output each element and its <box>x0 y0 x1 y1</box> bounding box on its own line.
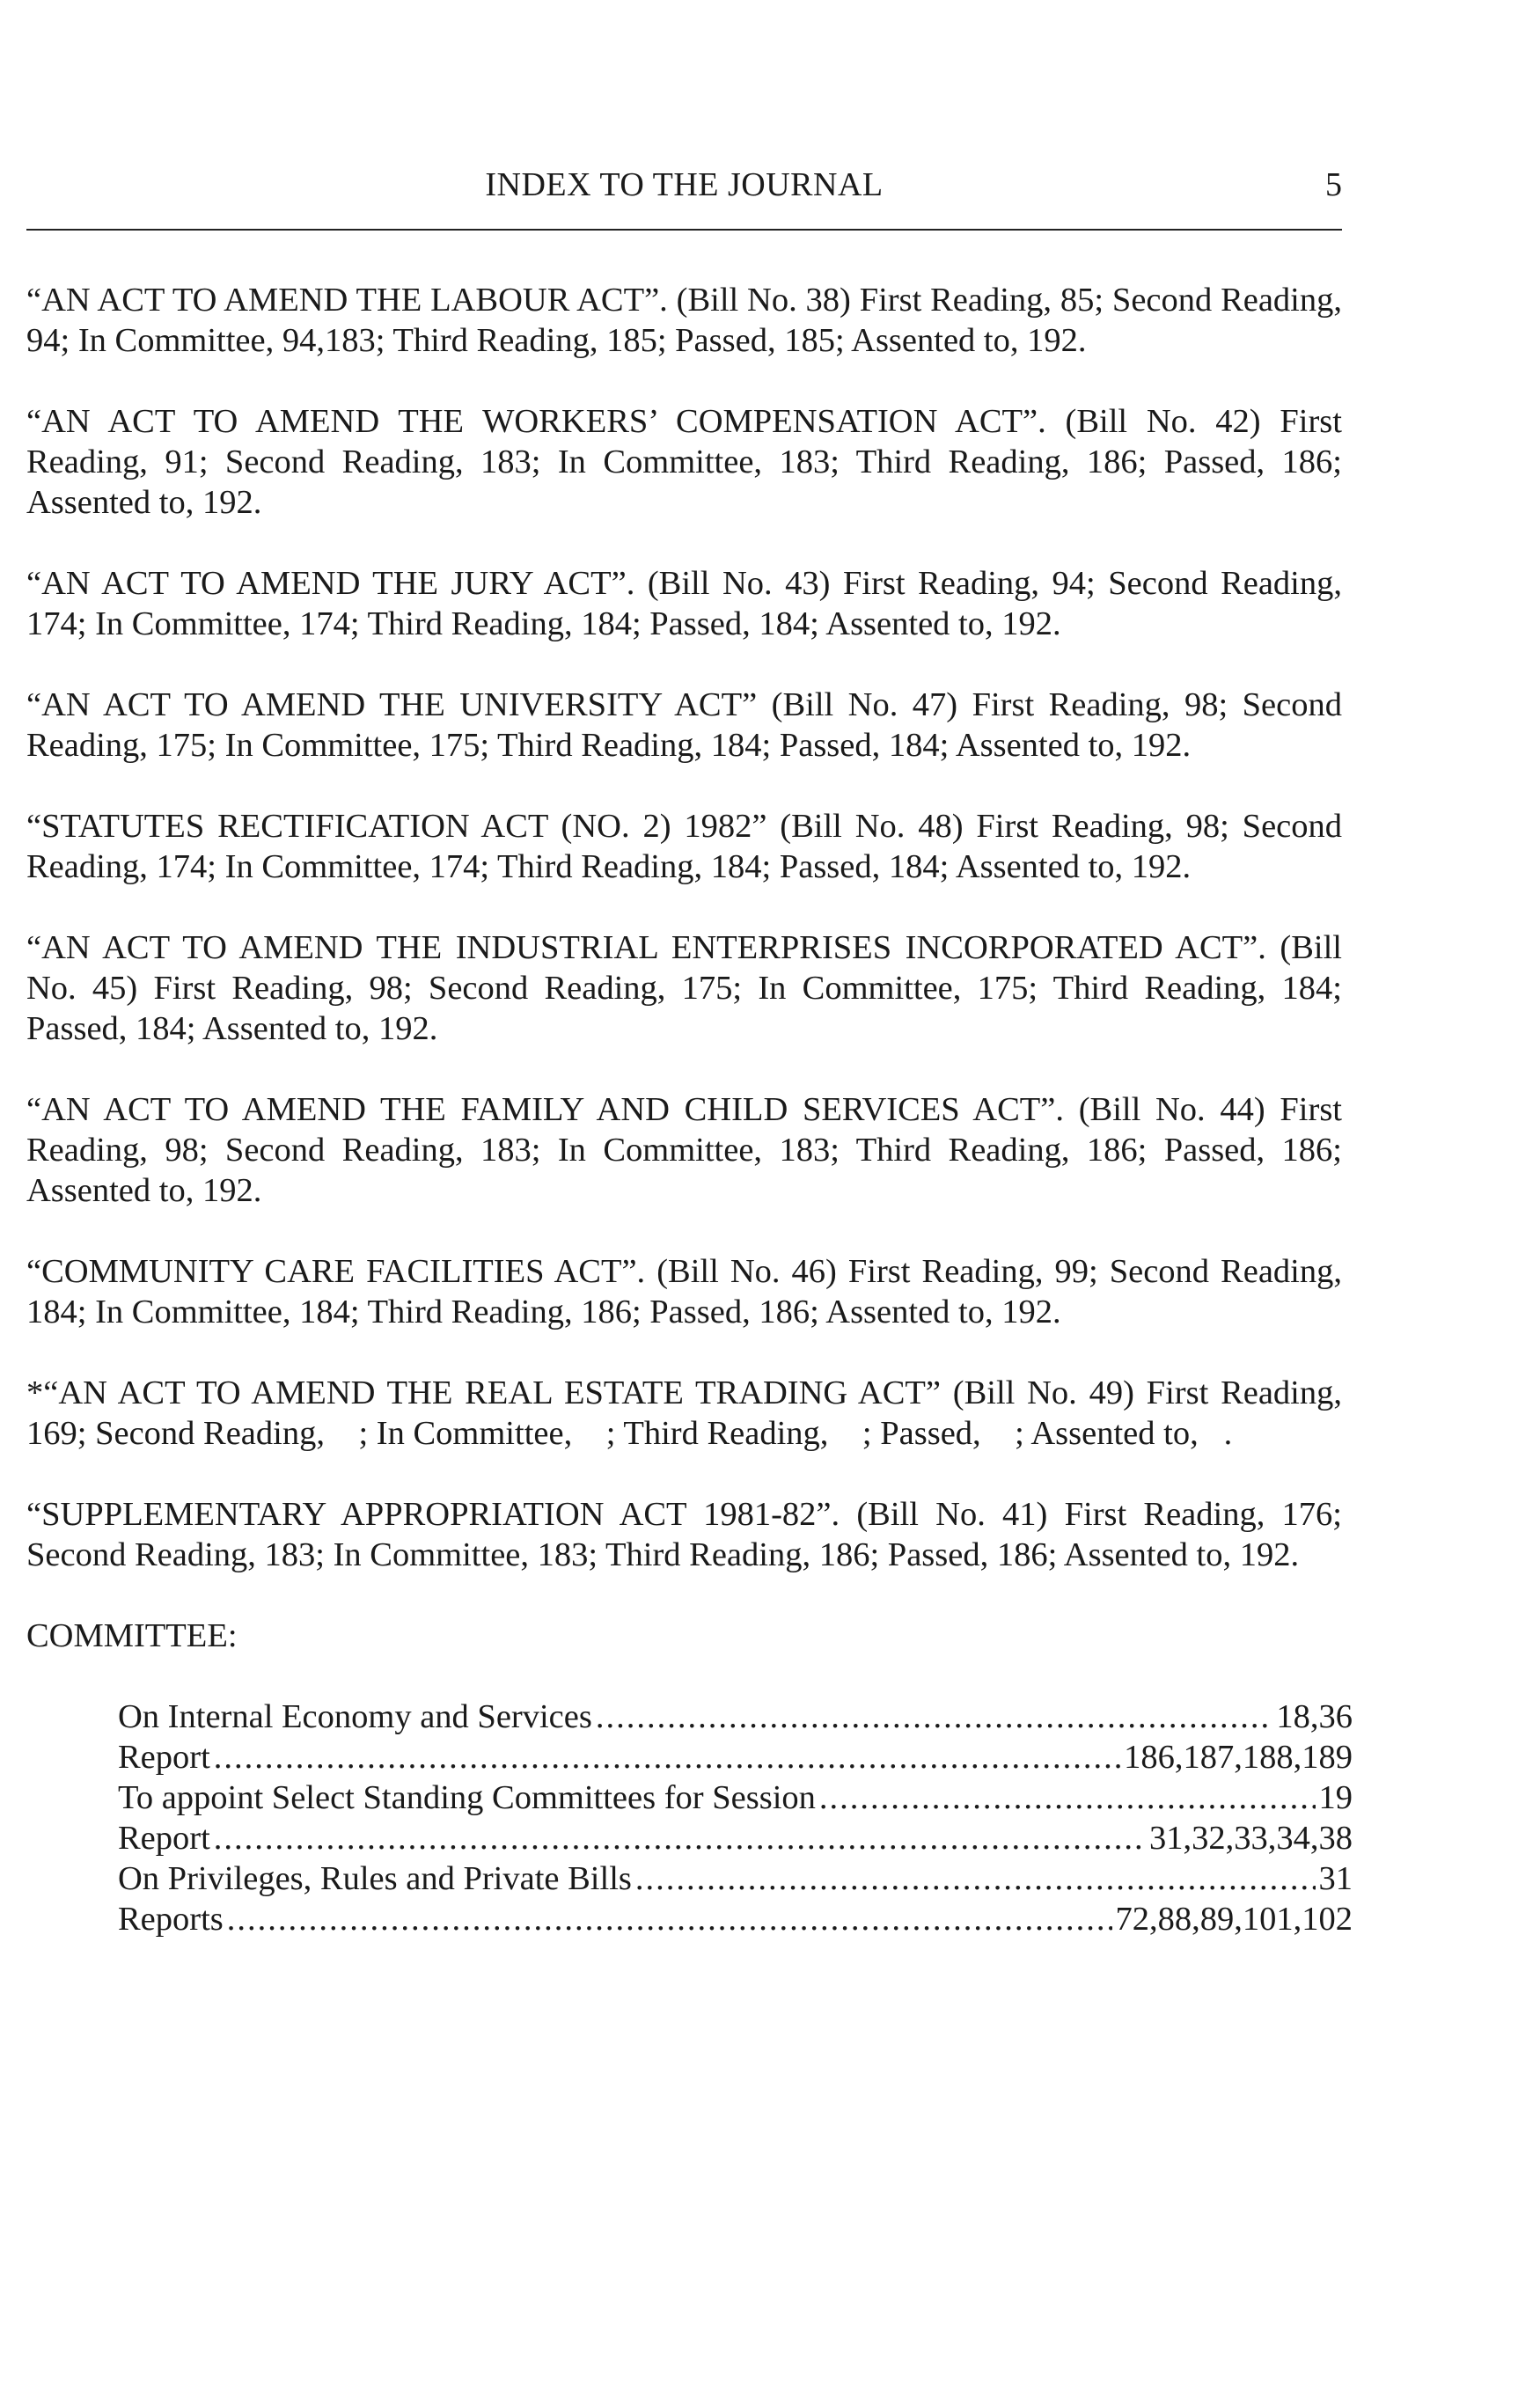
dot-leader <box>227 1899 1112 1939</box>
committee-list <box>118 1697 1353 1939</box>
committee-heading: COMMITTEE: <box>26 1617 238 1654</box>
committee-line-label: On Internal Economy and Services <box>118 1698 592 1735</box>
index-entry: “STATUTES RECTIFICATION ACT (NO. 2) 1982” (Bill No. 48) First Reading, 98; Second Reading, 174; In Committee, 174; Third Reading, 184; Passed, 184; Assented to, 192. <box>26 808 1342 885</box>
committee-line-label: To appoint Select Standing Committees for Session <box>118 1779 816 1816</box>
index-entry: “AN ACT TO AMEND THE FAMILY AND CHILD SERVICES ACT”. (Bill No. 44) First Reading, 98; Second Reading, 183; In Committee, 183; Third Reading, 186; Passed, 186; Assented to, 192. <box>26 1091 1342 1209</box>
committee-line-label: Report <box>118 1820 210 1857</box>
index-entry: “COMMUNITY CARE FACILITIES ACT”. (Bill No. 46) First Reading, 99; Second Reading, 184; In Committee, 184; Third Reading, 186; Passed, 186; Assented to, 192. <box>26 1253 1342 1330</box>
dot-leader <box>214 1737 1120 1777</box>
index-entry: “AN ACT TO AMEND THE WORKERS’ COMPENSATION ACT”. (Bill No. 42) First Reading, 91; Second Reading, 183; In Committee, 183; Third Reading, 186; Passed, 186; Assented to, 192. <box>26 403 1342 521</box>
committee-line-pages: 19 <box>1318 1779 1353 1816</box>
committee-line-pages: 72,88,89,101,102 <box>1115 1901 1353 1938</box>
header-rule <box>26 229 1342 231</box>
committee-line <box>118 1899 1353 1939</box>
index-entry: *“AN ACT TO AMEND THE REAL ESTATE TRADING ACT” (Bill No. 49) First Reading, 169; Second Reading, ; In Committee, ; Third Reading, ; Passed, ; Assented to, . <box>26 1374 1342 1452</box>
dot-leader <box>214 1818 1146 1858</box>
committee-line <box>118 1737 1353 1777</box>
committee-line <box>118 1818 1353 1858</box>
committee-line-pages: 31 <box>1318 1860 1353 1897</box>
running-head <box>26 165 1342 215</box>
committee-line-pages: 18,36 <box>1276 1698 1353 1735</box>
dot-leader <box>819 1777 1316 1818</box>
committee-line <box>118 1858 1353 1899</box>
committee-line <box>118 1697 1353 1737</box>
page-number: 5 <box>1325 166 1342 203</box>
committee-line-label: Report <box>118 1739 210 1776</box>
committee-line-pages: 186,187,188,189 <box>1124 1739 1353 1776</box>
index-entry: “AN ACT TO AMEND THE LABOUR ACT”. (Bill No. 38) First Reading, 85; Second Reading, 94; In Committee, 94,183; Third Reading, 185; Passed, 185; Assented to, 192. <box>26 282 1342 359</box>
index-entry: “AN ACT TO AMEND THE JURY ACT”. (Bill No. 43) First Reading, 94; Second Reading, 174; In Committee, 174; Third Reading, 184; Passed, 184; Assented to, 192. <box>26 565 1342 642</box>
committee-line-pages: 31,32,33,34,38 <box>1149 1820 1353 1857</box>
index-entry: “SUPPLEMENTARY APPROPRIATION ACT 1981-82”. (Bill No. 41) First Reading, 176; Second Reading, 183; In Committee, 183; Third Reading, 186; Passed, 186; Assented to, 192. <box>26 1496 1342 1573</box>
committee-line <box>118 1777 1353 1818</box>
index-entry: “AN ACT TO AMEND THE UNIVERSITY ACT” (Bill No. 47) First Reading, 98; Second Reading, 175; In Committee, 175; Third Reading, 184; Passed, 184; Assented to, 192. <box>26 686 1342 764</box>
index-entries <box>26 280 1353 1939</box>
dot-leader <box>596 1697 1273 1737</box>
index-entry: “AN ACT TO AMEND THE INDUSTRIAL ENTERPRISES INCORPORATED ACT”. (Bill No. 45) First Reading, 98; Second Reading, 175; In Committee, 175; Third Reading, 184; Passed, 184; Assented to, 192. <box>26 929 1342 1047</box>
committee-line-label: On Privileges, Rules and Private Bills <box>118 1860 632 1897</box>
dot-leader <box>635 1858 1316 1899</box>
committee-line-label: Reports <box>118 1901 224 1938</box>
running-title: INDEX TO THE JOURNAL <box>485 166 884 203</box>
